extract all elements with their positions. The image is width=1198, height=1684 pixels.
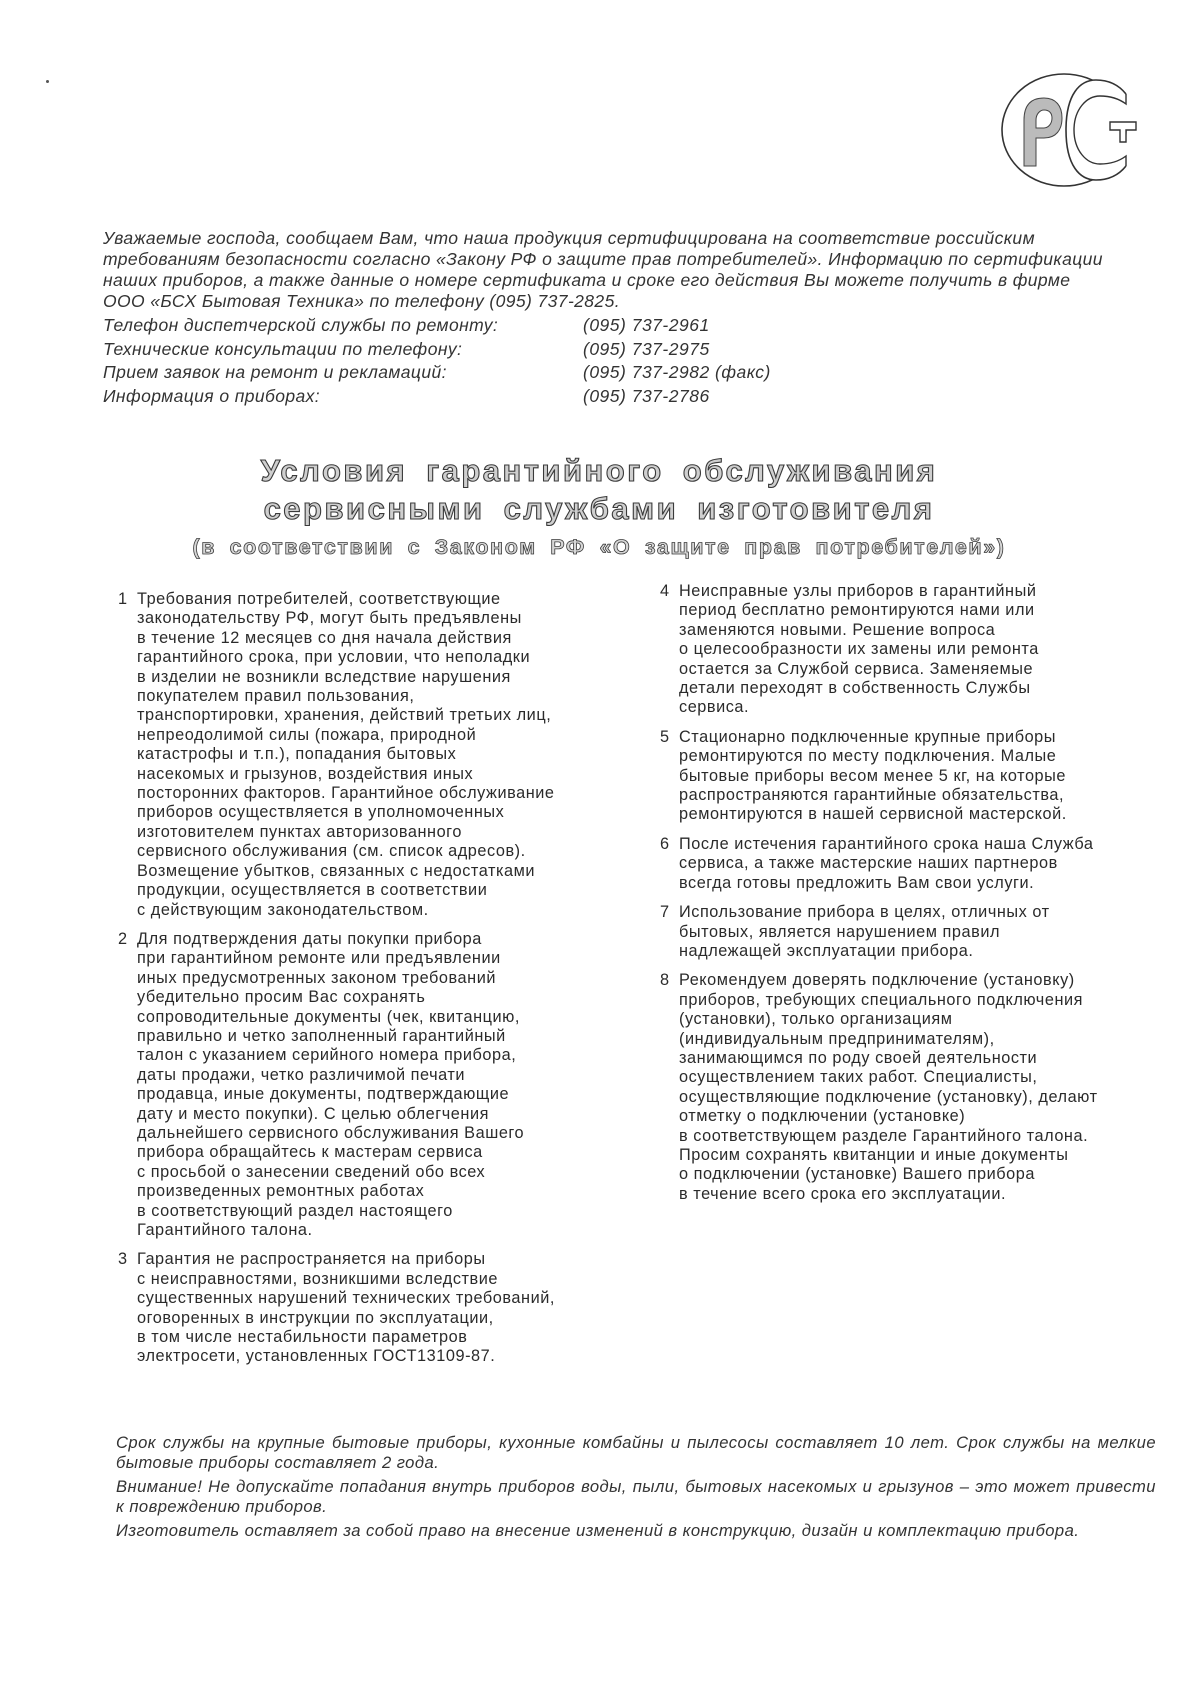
condition-line: остается за Службой сервиса. Заменяемые bbox=[679, 659, 1034, 678]
condition-line: Стационарно подключенные крупные приборы bbox=[679, 727, 1057, 746]
contact-phone: (095) 737-2982 (факс) bbox=[583, 362, 771, 383]
condition-number: 4 bbox=[660, 582, 670, 600]
condition-line: гарантийного срока, при условии, что неполадки bbox=[137, 648, 531, 667]
condition-line: катастрофы и т.п.), попадания бытовых bbox=[137, 745, 457, 764]
condition-line: о целесообразности их замены или ремонта bbox=[679, 640, 1039, 659]
condition-line: период бесплатно ремонтируются нами или bbox=[679, 601, 1035, 620]
scan-speck bbox=[46, 80, 49, 83]
condition-line: даты продажи, четко различимой печати bbox=[137, 1065, 466, 1084]
condition-line: бытовых, является нарушением правил bbox=[679, 922, 1001, 941]
condition-line: оговоренных в инструкции по эксплуатации, bbox=[137, 1308, 494, 1327]
condition-line: с неисправностями, возникшими вследствие bbox=[137, 1269, 498, 1288]
condition-number: 8 bbox=[660, 971, 670, 990]
condition-line: продукции, осуществляется в соответствии bbox=[137, 881, 488, 900]
condition-item bbox=[660, 971, 1170, 1204]
condition-line: отметку о подключении (установке) bbox=[679, 1107, 966, 1126]
condition-number: 3 bbox=[118, 1250, 128, 1269]
condition-line: сопроводительные документы (чек, квитанцию, bbox=[137, 1007, 520, 1026]
intro-line: требованиям безопасности согласно «Закону РФ о защите прав потребителей». Информацию по сертификации bbox=[103, 249, 1103, 269]
title-line-2: сервисными службами изготовителя bbox=[263, 491, 935, 526]
condition-line: насекомых и грызунов, воздействия иных bbox=[137, 764, 474, 783]
manufacturer-rights-note: Изготовитель оставляет за собой право на внесение изменений в конструкцию, дизайн и комплектацию прибора. bbox=[116, 1521, 1080, 1540]
condition-line: занимающимся по роду своей деятельности bbox=[679, 1048, 1038, 1067]
condition-line: ремонтируются по месту подключения. Малые bbox=[679, 747, 1057, 766]
condition-line: о подключении (установке) Вашего прибора bbox=[679, 1165, 1035, 1184]
intro-line: Уважаемые господа, сообщаем Вам, что наша продукция сертифицирована на соответствие российским bbox=[103, 228, 1035, 248]
condition-line: законодательству РФ, могут быть предъявлены bbox=[137, 609, 522, 628]
condition-line: надлежащей эксплуатации прибора. bbox=[679, 941, 974, 960]
pct-certification-logo bbox=[1000, 70, 1150, 190]
condition-line: в соответствующем разделе Гарантийного талона. bbox=[679, 1126, 1089, 1145]
contact-row bbox=[103, 338, 1143, 362]
condition-number: 7 bbox=[660, 903, 670, 922]
condition-line: Просим сохранять квитанции и иные документы bbox=[679, 1145, 1069, 1164]
condition-line: ремонтируются в нашей сервисной мастерской. bbox=[679, 805, 1067, 824]
condition-line: (установки), только организациям bbox=[679, 1010, 953, 1029]
condition-line: бытовые приборы весом менее 5 кг, на которые bbox=[679, 766, 1067, 785]
condition-line: правильно и четко заполненный гарантийный bbox=[137, 1026, 506, 1045]
condition-line: в том числе нестабильности параметров bbox=[137, 1328, 468, 1347]
condition-line: транспортировки, хранения, действий третьих лиц, bbox=[137, 706, 552, 725]
condition-line: с действующим законодательством. bbox=[137, 900, 429, 919]
contact-row bbox=[103, 314, 1143, 338]
condition-item bbox=[660, 582, 1170, 718]
condition-number: 6 bbox=[660, 834, 670, 853]
condition-line: Использование прибора в целях, отличных от bbox=[679, 903, 1050, 922]
condition-line: всегда готовы предложить Вам свои услуги. bbox=[679, 873, 1035, 892]
contact-label: Технические консультации по телефону: bbox=[103, 338, 463, 359]
contact-row bbox=[103, 361, 1143, 385]
certification-notice bbox=[103, 228, 1143, 408]
conditions-column-right bbox=[660, 582, 1170, 1214]
condition-text bbox=[137, 590, 618, 920]
contact-phone: (095) 737-2975 bbox=[583, 338, 710, 359]
condition-line: Гарантия не распространяется на приборы bbox=[137, 1250, 486, 1269]
condition-line: в течение 12 месяцев со дня начала действия bbox=[137, 628, 512, 647]
condition-line: дальнейшего сервисного обслуживания Вашего bbox=[137, 1123, 525, 1142]
page-title bbox=[0, 452, 1198, 528]
condition-line: детали переходят в собственность Службы bbox=[679, 679, 1031, 698]
condition-text bbox=[679, 728, 1170, 825]
intro-line: наших приборов, а также данные о номере сертификата и сроке его действия Вы можете получить в фирме bbox=[103, 270, 1071, 290]
condition-line: при гарантийном ремонте или предъявлении bbox=[137, 949, 501, 968]
contact-phone: (095) 737-2961 bbox=[583, 315, 710, 336]
condition-line: иных предусмотренных законом требований bbox=[137, 968, 496, 987]
condition-text bbox=[137, 930, 618, 1241]
condition-line: приборов, требующих специального подключения bbox=[679, 990, 1083, 1009]
title-line-1: Условия гарантийного обслуживания bbox=[260, 453, 938, 488]
condition-line: талон с указанием серийного номера прибора, bbox=[137, 1046, 517, 1065]
condition-line: в соответствующий раздел настоящего bbox=[137, 1201, 453, 1220]
condition-line: Для подтверждения даты покупки прибора bbox=[137, 929, 482, 948]
condition-line: Возмещение убытков, связанных с недостатками bbox=[137, 861, 536, 880]
condition-text bbox=[679, 835, 1170, 893]
condition-text bbox=[679, 903, 1170, 961]
condition-item bbox=[660, 903, 1170, 961]
pct-mark-icon bbox=[1000, 70, 1150, 190]
condition-text bbox=[679, 582, 1170, 718]
condition-line: сервиса. bbox=[679, 698, 750, 717]
condition-item bbox=[118, 590, 618, 920]
condition-line: прибора обращайтесь к мастерам сервиса bbox=[137, 1143, 483, 1162]
condition-line: посторонних факторов. Гарантийное обслуживание bbox=[137, 784, 555, 803]
condition-line: существенных нарушений технических требований, bbox=[137, 1289, 555, 1308]
condition-line: с просьбой о занесении сведений обо всех bbox=[137, 1162, 486, 1181]
condition-line: Гарантийного талона. bbox=[137, 1221, 313, 1239]
condition-line: продавца, иные документы, подтверждающие bbox=[137, 1085, 510, 1104]
condition-line: Требования потребителей, соответствующие bbox=[137, 590, 501, 608]
condition-line: сервисного обслуживания (см. список адресов). bbox=[137, 842, 526, 861]
condition-line: непреодолимой силы (пожара, природной bbox=[137, 725, 477, 744]
service-life-note: Срок службы на крупные бытовые приборы, кухонные комбайны и пылесосы составляет 10 лет. Срок службы на мелкие бытовые приборы составляет 2 года. bbox=[116, 1433, 1156, 1472]
contact-label: Телефон диспетчерской службы по ремонту: bbox=[103, 315, 499, 336]
condition-line: Неисправные узлы приборов в гарантийный bbox=[679, 582, 1037, 600]
intro-paragraph bbox=[103, 228, 1143, 312]
condition-line: осуществлением таких работ. Специалисты, bbox=[679, 1068, 1038, 1087]
condition-line: покупателем правил пользования, bbox=[137, 687, 415, 706]
condition-number: 5 bbox=[660, 727, 670, 746]
condition-line: изготовителем пунктах авторизованного bbox=[137, 822, 462, 841]
condition-line: произведенных ремонтных работах bbox=[137, 1182, 425, 1201]
contact-label: Прием заявок на ремонт и рекламаций: bbox=[103, 362, 447, 383]
condition-line: распространяются гарантийные обязательства, bbox=[679, 786, 1065, 805]
condition-item bbox=[118, 930, 618, 1241]
footer-notes bbox=[116, 1433, 1156, 1545]
condition-line: осуществляющие подключение (установку), делают bbox=[679, 1087, 1098, 1106]
condition-line: Рекомендуем доверять подключение (установку) bbox=[679, 971, 1075, 990]
contact-list bbox=[103, 314, 1143, 408]
condition-line: в течение всего срока его эксплуатации. bbox=[679, 1184, 1007, 1203]
contact-label: Информация о приборах: bbox=[103, 385, 321, 406]
contact-phone: (095) 737-2786 bbox=[583, 385, 710, 406]
condition-text bbox=[679, 971, 1170, 1204]
condition-line: После истечения гарантийного срока наша Служба bbox=[679, 834, 1094, 853]
condition-line: приборов осуществляется в уполномоченных bbox=[137, 803, 505, 822]
condition-number: 2 bbox=[118, 929, 128, 948]
page-subtitle: (в соответствии с Законом РФ «О защите прав потребителей») bbox=[192, 535, 1006, 559]
condition-line: сервиса, а также мастерские наших партнеров bbox=[679, 854, 1058, 873]
warning-note: Внимание! Не допускайте попадания внутрь приборов воды, пыли, бытовых насекомых и грызунов – это может привести к повреждению приборов. bbox=[116, 1477, 1156, 1516]
condition-line: (индивидуальным предпринимателям), bbox=[679, 1029, 995, 1048]
condition-number: 1 bbox=[118, 590, 128, 608]
condition-line: заменяются новыми. Решение вопроса bbox=[679, 620, 996, 639]
condition-item bbox=[660, 728, 1170, 825]
condition-line: убедительно просим Вас сохранять bbox=[137, 988, 426, 1007]
contact-row bbox=[103, 385, 1143, 409]
condition-line: дату и место покупки). С целью облегчения bbox=[137, 1104, 489, 1123]
condition-line: в изделии не возникли вследствие нарушения bbox=[137, 667, 511, 686]
intro-line: ООО «БСХ Бытовая Техника» по телефону (095) 737-2825. bbox=[103, 291, 620, 311]
condition-line: электросети, установленных ГОСТ13109-87. bbox=[137, 1347, 496, 1366]
conditions-column-left bbox=[118, 590, 618, 1377]
condition-text bbox=[137, 1250, 618, 1366]
condition-item bbox=[660, 835, 1170, 893]
condition-item bbox=[118, 1250, 618, 1366]
